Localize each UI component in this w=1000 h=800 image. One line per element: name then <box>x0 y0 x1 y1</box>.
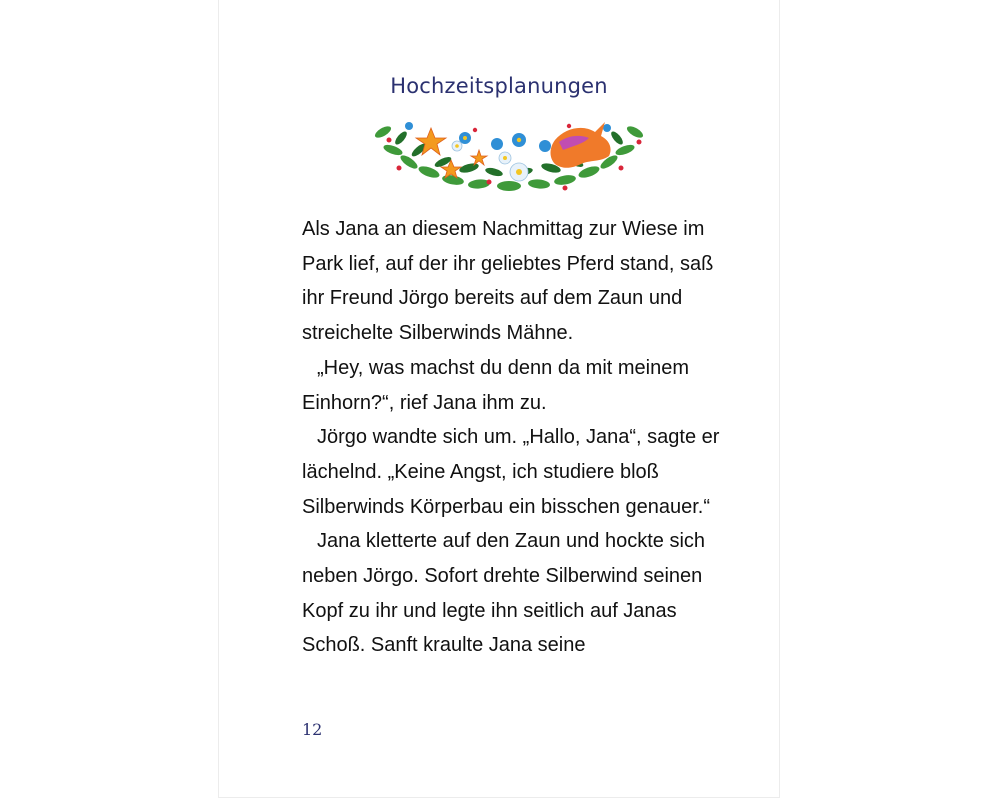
floral-garland-unicorn-icon <box>369 110 649 194</box>
book-page <box>218 0 780 798</box>
page-number: 12 <box>302 720 323 739</box>
chapter-title: Hochzeitsplanungen <box>390 74 608 98</box>
paragraph: Als Jana an diesem Nachmittag zur Wiese im Park lief, auf der ihr geliebtes Pferd stand, saß ihr Freund Jörgo bereits auf dem Zaun und streichelte Silberwinds Mähne. <box>302 218 714 345</box>
paragraph: Jörgo wandte sich um. „Hallo, Jana“, sagte er lächelnd. „Keine Angst, ich studiere bloß Silberwinds Körperbau ein bisschen genauer.“ <box>302 426 720 518</box>
paragraph: Jana kletterte auf den Zaun und hockte sich neben Jörgo. Sofort drehte Silberwind seinen Kopf zu ihr und legte ihn seitlich auf Janas Schoß. Sanft kraulte Jana seine <box>302 530 706 657</box>
story-text <box>302 212 722 663</box>
paragraph: „Hey, was machst du denn da mit meinem Einhorn?“, rief Jana ihm zu. <box>302 356 690 414</box>
